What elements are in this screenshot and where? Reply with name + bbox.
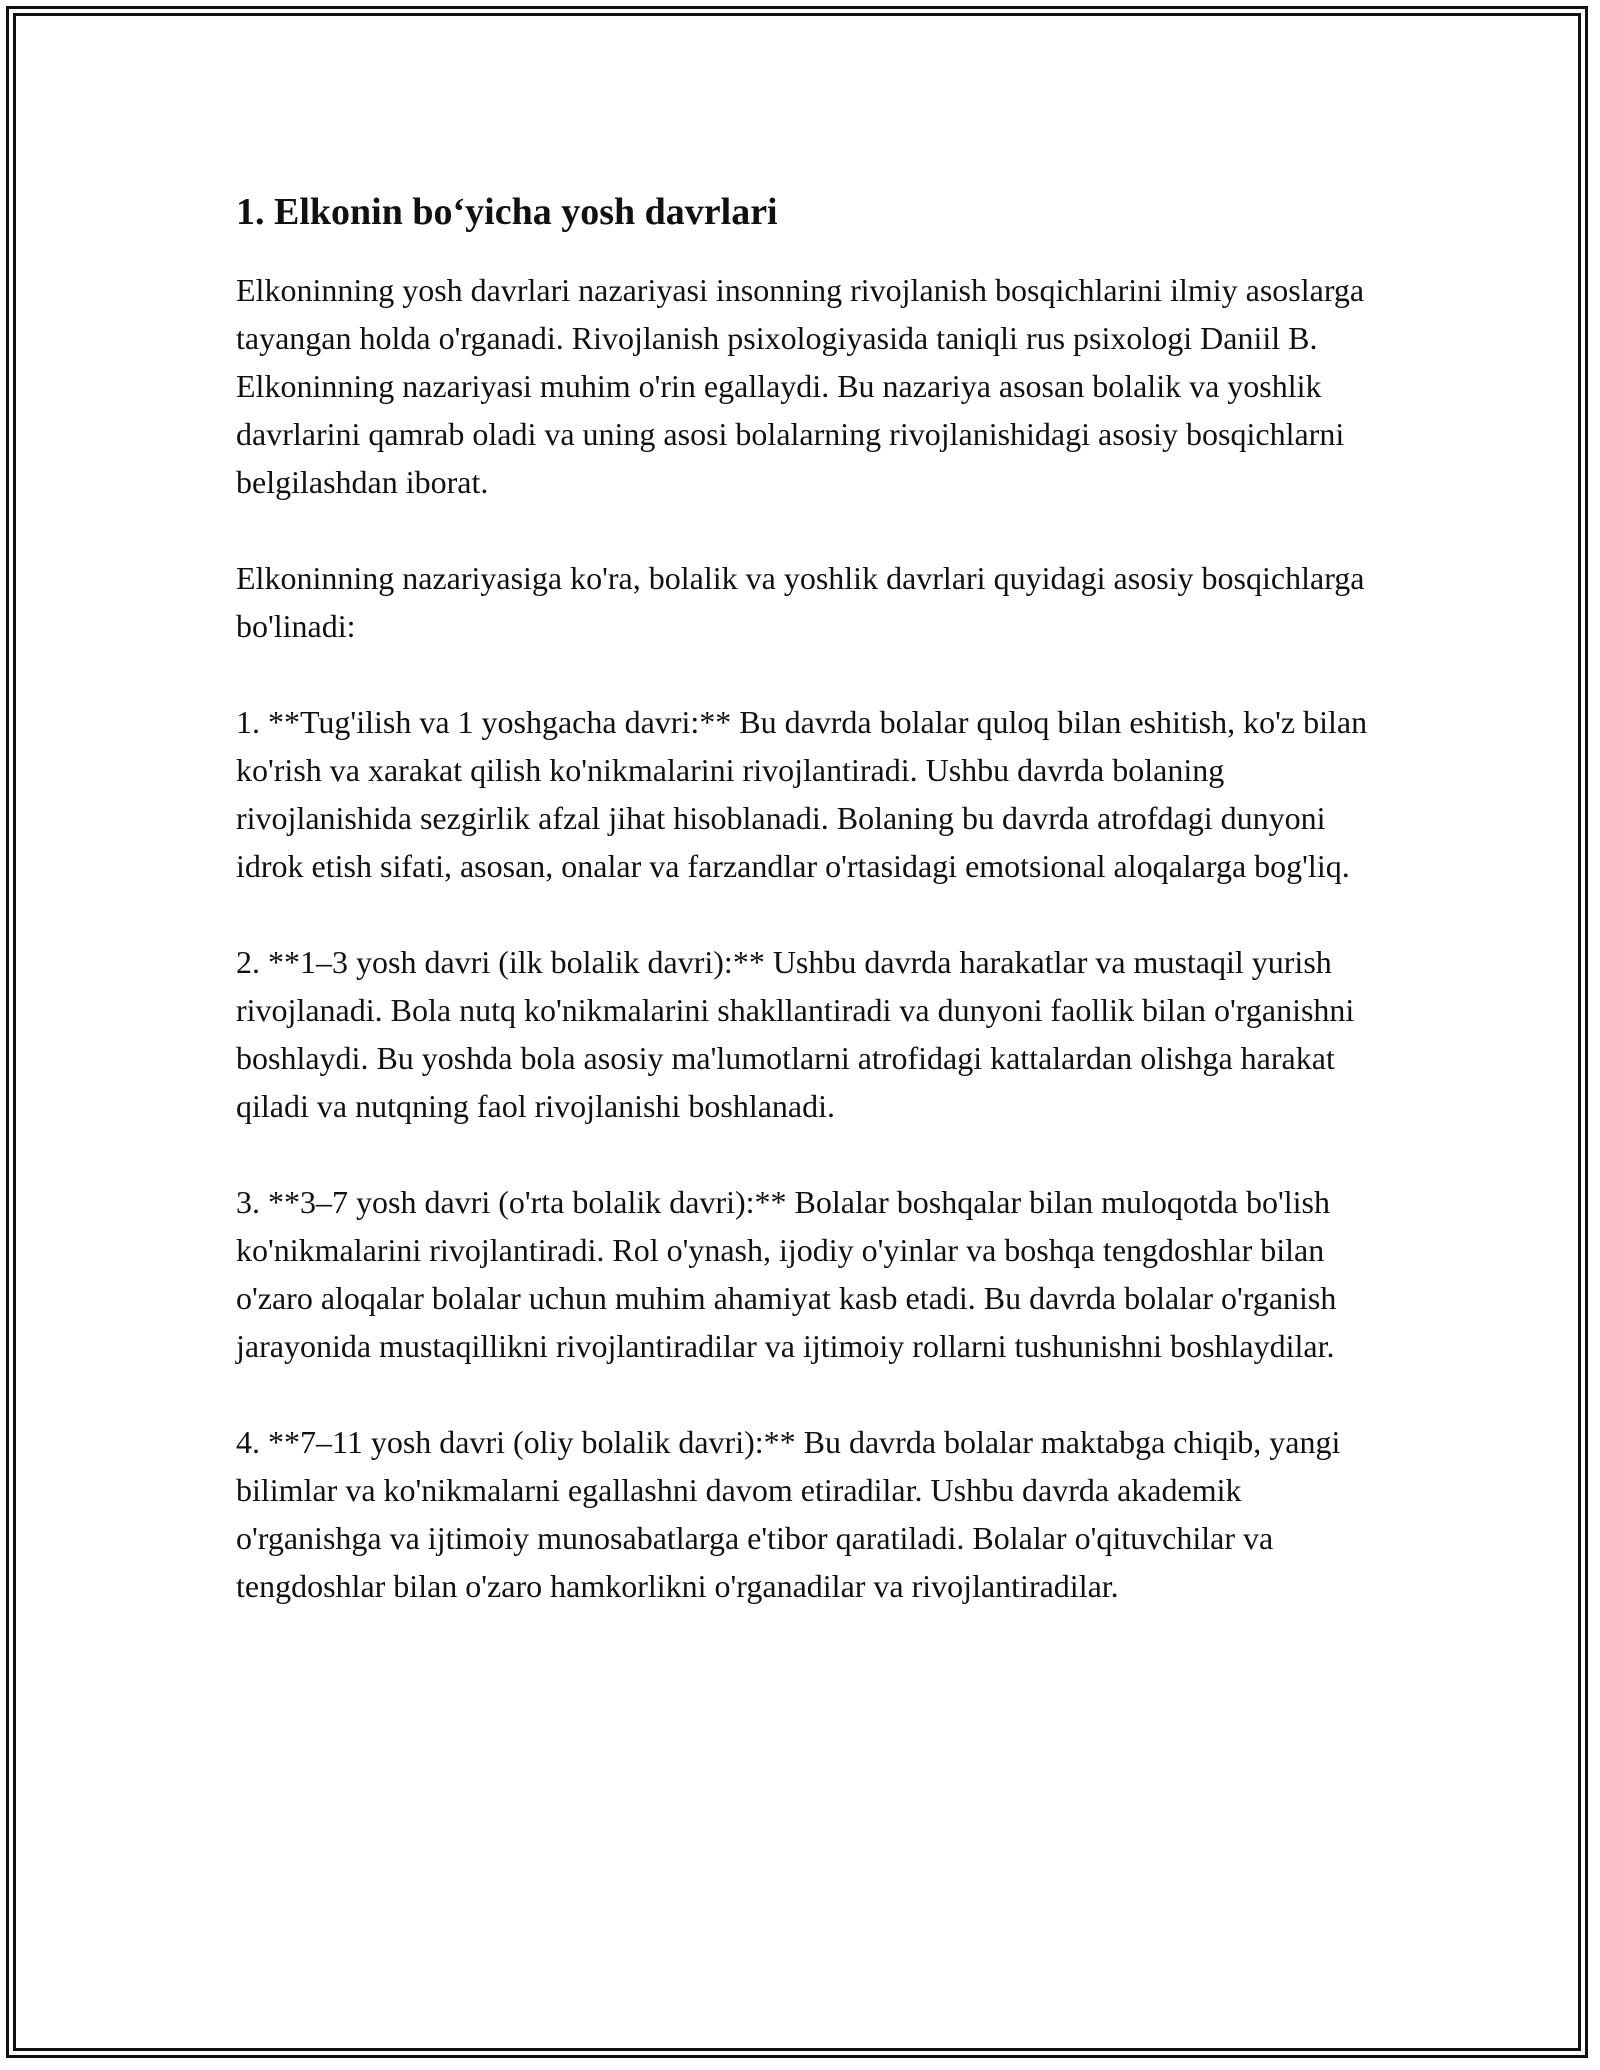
stage-1-paragraph: 1. **Tug'ilish va 1 yoshgacha davri:** Bu davrda bolalar quloq bilan eshitish, ko'z bilan ko'rish va xarakat qilish ko'nikmalarini rivojlantiradi. Ushbu davrda bolaning rivojlanishida sezgirlik afzal jihat hisoblanadi. Bolaning bu davrda atrofdagi dunyoni idrok etish sifati, asosan, onalar va farzandlar o'rtasidagi emotsional aloqalarga bog'liq. bbox=[236, 704, 1368, 884]
stage-3-paragraph: 3. **3–7 yosh davri (o'rta bolalik davri):** Bolalar boshqalar bilan muloqotda bo'lish ko'nikmalarini rivojlantiradi. Rol o'ynash, ijodiy o'yinlar va boshqa tengdoshlar bilan o'zaro aloqalar bolalar uchun muhim ahamiyat kasb etadi. Bu davrda bolalar o'rganish jarayonida mustaqillikni rivojlantiradilar va ijtimoiy rollarni tushunishni boshlaydilar. bbox=[236, 1184, 1337, 1364]
document-body bbox=[236, 186, 1376, 1658]
section-heading: 1. Elkonin bo‘yicha yosh davrlari bbox=[236, 191, 778, 233]
intro-paragraph: Elkoninning yosh davrlari nazariyasi insonning rivojlanish bosqichlarini ilmiy asoslarga tayangan holda o'rganadi. Rivojlanish psixologiyasida taniqli rus psixologi Daniil B. Elkoninning nazariyasi muhim o'rin egallaydi. Bu nazariya asosan bolalik va yoshlik davrlarini qamrab oladi va uning asosi bolalarning rivojlanishidagi asosiy bosqichlarni belgilashdan iborat. bbox=[236, 272, 1365, 500]
stage-4-paragraph: 4. **7–11 yosh davri (oliy bolalik davri):** Bu davrda bolalar maktabga chiqib, yangi bilimlar va ko'nikmalarni egallashni davom etiradilar. Ushbu davrda akademik o'rganishga va ijtimoiy munosabatlarga e'tibor qaratiladi. Bolalar o'qituvchilar va tengdoshlar bilan o'zaro hamkorlikni o'rganadilar va rivojlantiradilar. bbox=[236, 1424, 1341, 1604]
stage-2-paragraph: 2. **1–3 yosh davri (ilk bolalik davri):** Ushbu davrda harakatlar va mustaqil yurish rivojlanadi. Bola nutq ko'nikmalarini shakllantiradi va dunyoni faollik bilan o'rganishni boshlaydi. Bu yoshda bola asosiy ma'lumotlarni atrofidagi kattalardan olishga harakat qiladi va nutqning faol rivojlanishi boshlanadi. bbox=[236, 944, 1355, 1124]
stages-intro-paragraph: Elkoninning nazariyasiga ko'ra, bolalik va yoshlik davrlari quyidagi asosiy bosqichlarga bo'linadi: bbox=[236, 560, 1365, 644]
